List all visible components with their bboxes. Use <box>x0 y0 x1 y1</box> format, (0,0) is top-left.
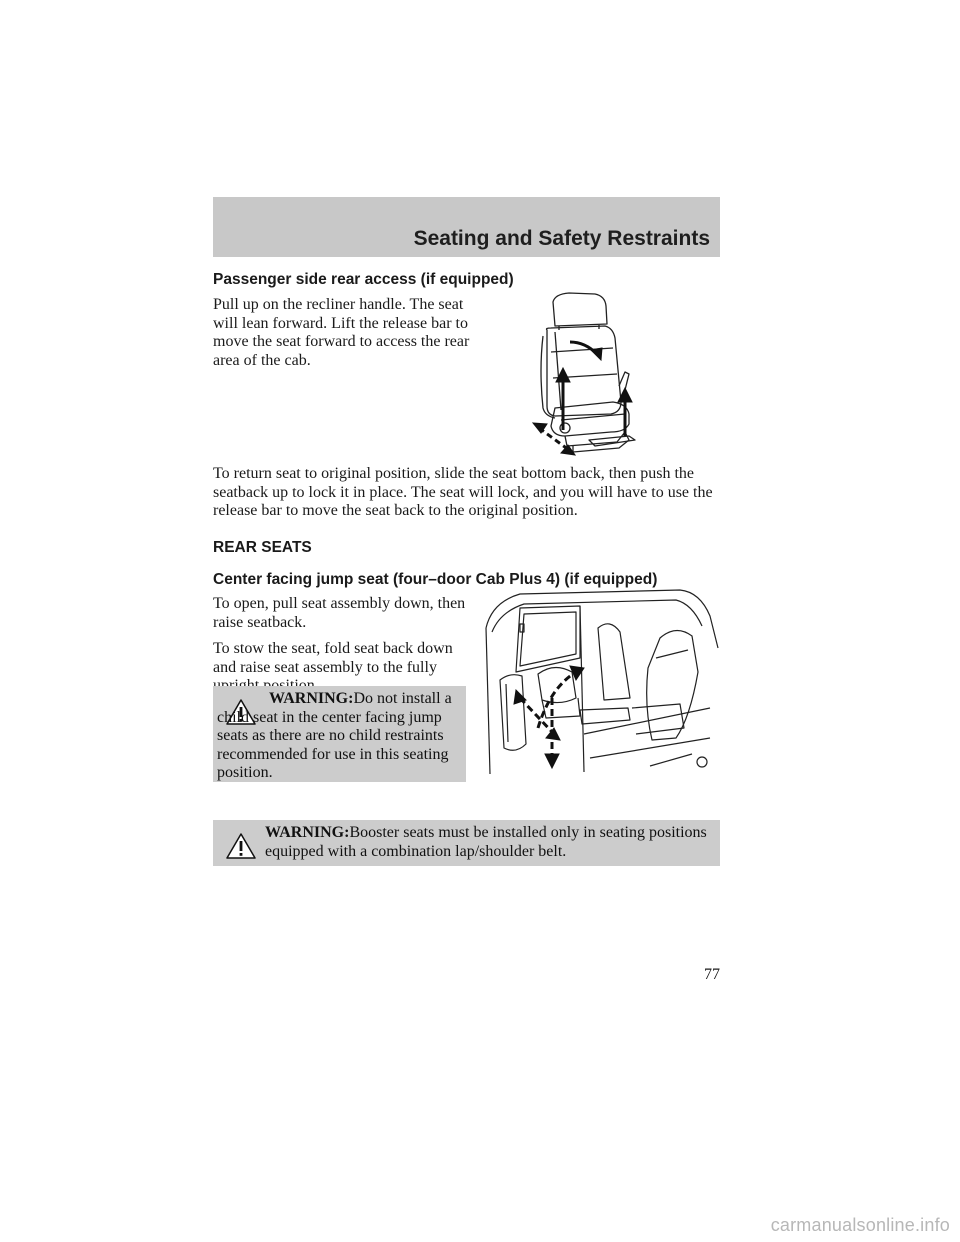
watermark: carmanualsonline.info <box>770 1215 950 1235</box>
section-title: Seating and Safety Restraints <box>413 227 710 250</box>
return-instructions: To return seat to original position, slide the seat bottom back, then push the seatback up to lock it in place. The seat will lock, and you will have to use the release bar to move the seat back to the original position. <box>213 465 713 519</box>
recliner-seat-illustration <box>525 290 650 460</box>
section-header <box>213 197 720 257</box>
warning-label: WARNING: <box>265 824 350 841</box>
open-instructions: To open, pull seat assembly down, then raise seatback. <box>213 595 466 631</box>
warning-box-booster-seat <box>213 820 720 866</box>
stow-instructions: To stow the seat, fold seat back down and raise seat assembly to the fully <box>213 640 453 676</box>
jump-seat-heading: Center facing jump seat (four–door Cab Plus 4) (if equipped) <box>213 571 658 588</box>
jump-seat-illustration <box>480 588 720 778</box>
warning-box-jump-seat <box>213 686 466 782</box>
warning-text-booster-seat <box>265 824 710 861</box>
passenger-access-instructions: Pull up on the recliner handle. The seat will lean forward. Lift the release bar to move the seat forward to access the rear area of the cab. <box>213 296 470 369</box>
page-number: 77 <box>704 966 720 983</box>
warning-body: Booster seats must be installed only in seating positions equipped with a combination lap/shoulder belt. <box>265 824 707 860</box>
rear-seats-heading: REAR SEATS <box>213 539 312 556</box>
warning-body: Do not install a child seat in the center facing jump seats as there are no child restraints recommended for use in this seating position. <box>217 690 452 781</box>
passenger-access-heading: Passenger side rear access (if equipped) <box>213 271 514 288</box>
warning-text-jump-seat <box>213 690 462 783</box>
warning-triangle-icon <box>225 832 257 860</box>
warning-label: WARNING: <box>269 690 354 707</box>
